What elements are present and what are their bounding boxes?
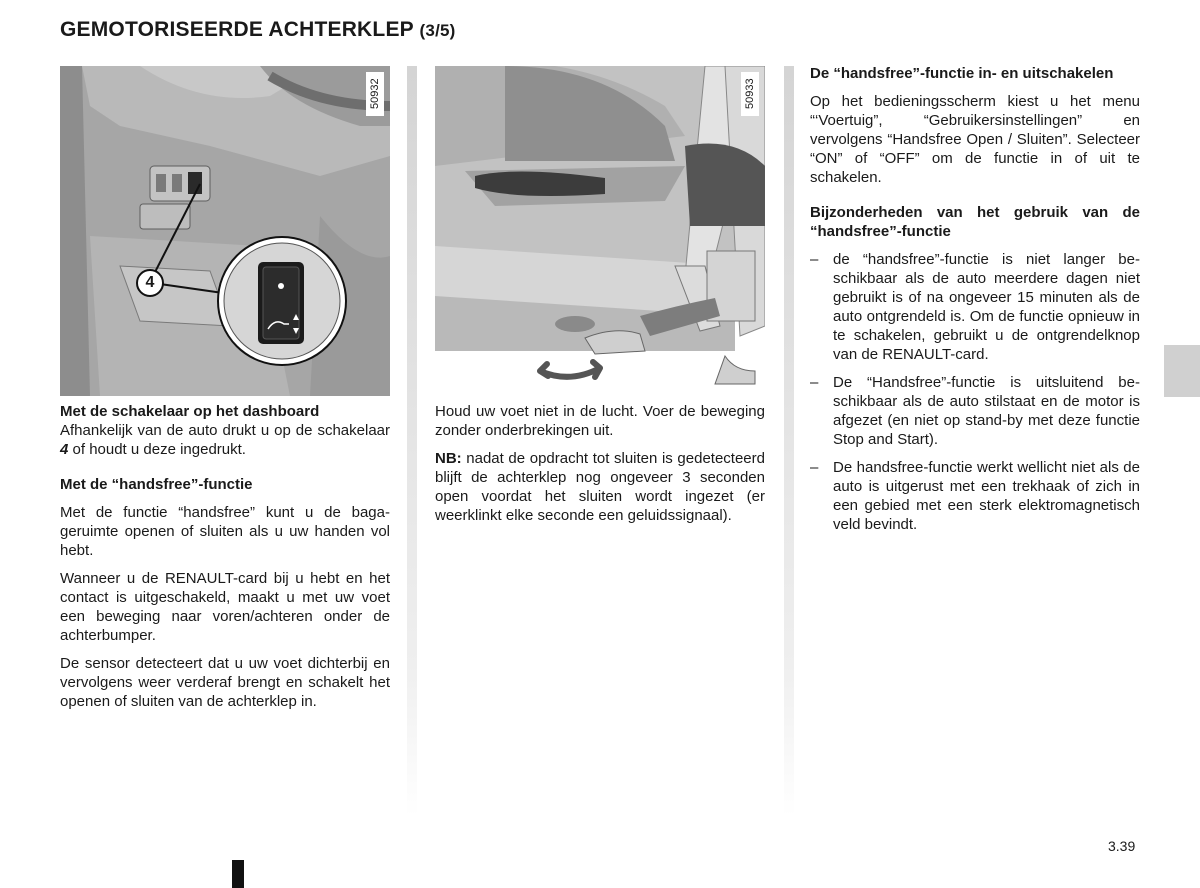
chapter-thumb-tab [1164,345,1200,397]
dashboard-text-after: of houdt u deze ingedrukt. [68,441,246,458]
handsfree-paragraph-2: Wanneer u de RENAULT-card bij u hebt en het contact is uitgeschakeld, maakt u met uw voet een beweging naar voren/achteren onder de achterbumper. [60,570,390,644]
details-heading: Bijzonderheden van het gebruik van de “handsfree”-functie [810,204,1140,240]
handsfree-paragraph-1: Met de functie “handsfree” kunt u de bagageruimte openen of sluiten als u uw handen vol hebt. [60,504,390,559]
figure-id-middle: 50933 [741,72,759,116]
nb-paragraph [435,449,765,525]
bullet-text: De “Handsfree”-functie is uitsluitend beschikbaar als de auto stilstaat en de motor is afgezet (en niet op stand-by met deze functie Stop and Start). [833,374,1140,448]
list-item [810,250,1140,364]
dashboard-paragraph [60,421,390,459]
handsfree-paragraph-3: De sensor detecteert dat u uw voet dichterbij en vervolgens weer verderaf brengt en schakelt het openen of sluiten van de achterklep in. [60,655,390,710]
list-item [810,373,1140,449]
dashboard-ref: 4 [60,441,69,458]
toggle-heading: De “handsfree”-functie in- en uitschakelen [810,65,1114,82]
bullet-dash: – [810,251,819,268]
left-column [60,402,390,720]
bullet-dash: – [810,459,819,476]
figure-id-left: 50932 [366,72,384,116]
nb-label: NB: [435,450,462,467]
column-divider-right [784,66,794,816]
dashboard-heading: Met de schakelaar op het dashboard [60,403,320,420]
handsfree-tailgate-illustration [435,66,765,396]
toggle-paragraph: Op het bedieningsscherm kiest u het menu “‘Voertuig”, “Gebruikersinstellingen” en vervolgens “Handsfree Open / Sluiten”. Selecteer “ON” of “OFF” om de functie in of uit te schakelen. [810,93,1140,186]
right-column [810,64,1140,543]
middle-paragraph-1: Houd uw voet niet in de lucht. Voer de beweging zonder onderbrekingen uit. [435,403,765,439]
bullet-text: De handsfree-functie werkt wellicht niet als de auto is uitgerust met een trekhaak of zich in een gebied met een sterk elektromagnetisch veld bevindt. [833,459,1140,533]
callout-4: 4 [145,274,155,291]
nb-text: nadat de opdracht tot sluiten is gedetecteerd blijft de achterklep nog ongeveer 3 seconden open voordat het sluiten wordt ingezet (er weerklinkt elke seconde een geluidssignaal). [435,450,765,524]
title-text: GEMOTORISEERDE ACHTERKLEP [60,18,414,41]
bullet-dash: – [810,374,819,391]
bullet-text: de “handsfree”-functie is niet langer beschikbaar als de auto meerdere dagen niet gebruikt is of na ongeveer 15 minuten als de auto ontgrendeld is. Om de functie opnieuw in te schakelen, gebruikt u de ontgrendelknop van de RENAULT-card. [833,251,1140,363]
column-divider-left [407,66,417,816]
dashboard-switch-illustration [60,66,390,396]
middle-column [435,402,765,534]
details-list [810,250,1140,534]
list-item [810,458,1140,534]
page-number: 3.39 [1108,838,1136,854]
handsfree-heading: Met de “handsfree”-functie [60,476,253,493]
page-title [60,18,456,42]
crop-mark [232,860,244,888]
title-part: (3/5) [419,21,456,40]
dashboard-text-before: Afhankelijk van de auto drukt u op de schakelaar [60,422,390,439]
